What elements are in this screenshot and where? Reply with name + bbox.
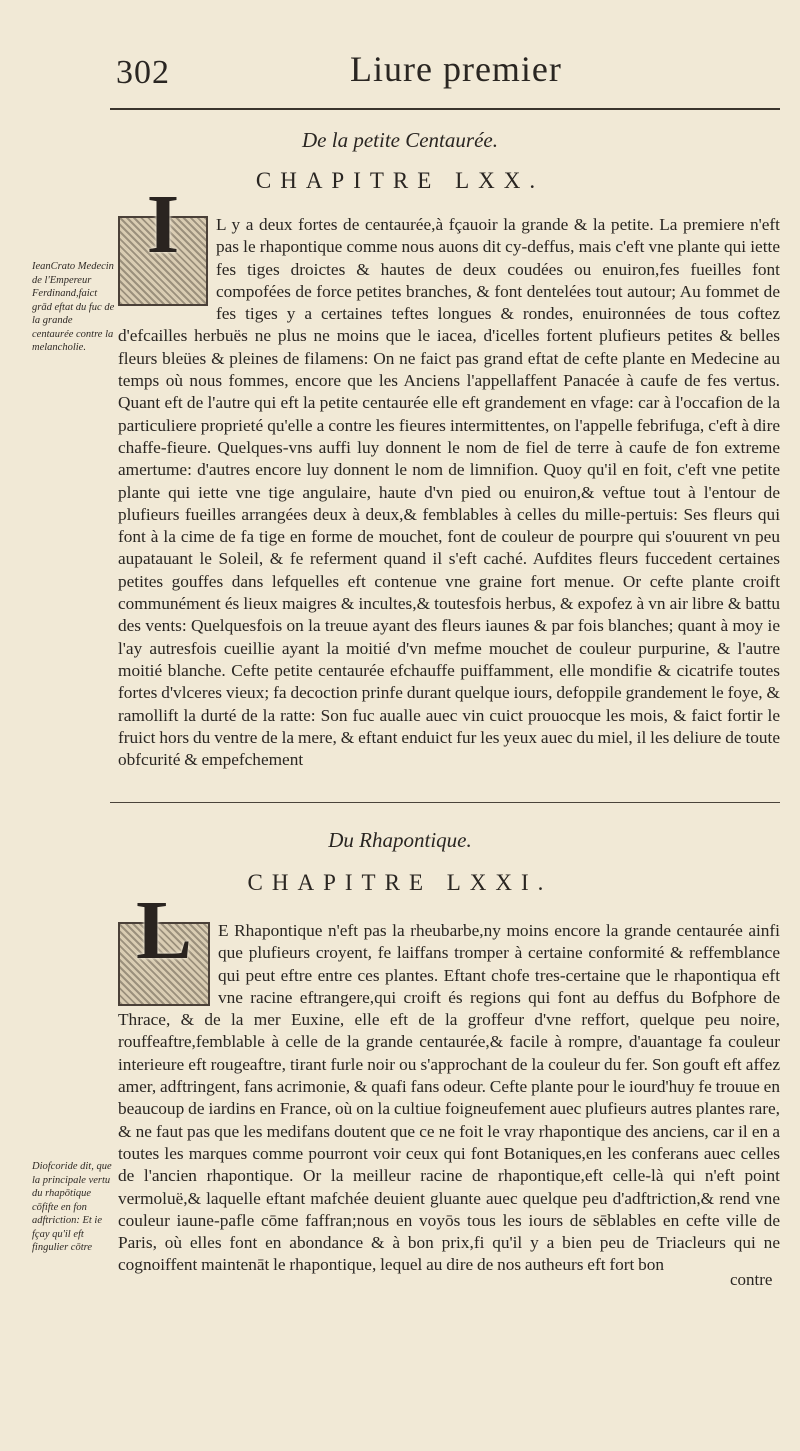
chapter-heading-lxx: CHAPITRE LXX.: [255, 168, 545, 193]
page-header: [110, 48, 750, 98]
decorated-initial-i: I: [118, 216, 208, 306]
chapter-lxxi-body: [118, 884, 780, 1277]
section-title-centauree: De la petite Centaurée.: [302, 128, 498, 152]
section-divider-rule: [110, 802, 780, 803]
chapter-lxxi-text: E Rhapontique n'eft pas la rheubarbe,ny moins encore la grande centaurée ainfi que plufieurs croyent, fe laiffans tromper à certaine conformité & reffemblance qui peut eftre entre ces plantes. Eftant chofe tres-certaine que le rhapontiqua eft vne racine eftrangere,qui croift és regions qui font au deffus du Bofphore de Thrace, & de la mer Euxine, elle eft de la groffeur d'vne reffort, quelque peu noire, rouffeaftre,femblable à celle de la grande centaurée,& facile à rompre, d'auantage fa couleur interieure eft rougeaftre, tirant furle noir ou s'approchant de la couleur du fer. Son gouft eft affez amer, adftringent, fans acrimonie, & quafi fans odeur. Cefte plante pour le iourd'huy fe trouue en beaucoup de iardins en France, où on la cultiue foigneufement auec plufieurs autres plantes rare, & ne faut pas que les medifans doutent que ce ne foit le vray rhapontique des anciens, car il en a toutes les marques comme pourront voir ceux qui font Botaniques,en les conferans auec celles de l'ancien rhapontique. Or la meilleur racine de rhapontique,eft celle-là qui n'eft point vermoluë,& laquelle eftant mafchée deuient gluante auec quelque peu d'adftriction,& rend vne couleur iaune-pafle cōme faffran;nous en voyōs tous les iours de sēblables en cefte ville de Paris, où elles font en abondance & à bon prix,fi qu'il y a bien peu de Triacleurs qui ne cognoiffent maintenāt le rhapontique, lequel au dire de nos autheurs eft fort bon: [118, 921, 780, 1275]
running-title: Liure premier: [350, 49, 562, 89]
marginal-note-crato: IeanCrato Medecin de l'Empereur Ferdinand,faict grād eftat du fuc de la grande centaurée contre la melancholie.: [32, 261, 115, 353]
section-title-rhapontique: Du Rhapontique.: [328, 828, 472, 852]
decorated-initial-l: L: [118, 922, 210, 1006]
page-number: 302: [116, 54, 170, 91]
marginal-note-dioscoride: Diofcoride dit, que la principale vertu du rhapōtique cōfifte en fon adftriction: Et ie fçay qu'il eft fingulier cōtre: [32, 1161, 112, 1253]
catchword: contre: [730, 1270, 773, 1289]
header-rule: [110, 108, 780, 110]
chapter-lxx-text: L y a deux fortes de centaurée,à fçauoir la grande & la petite. La premiere n'eft pas le rhapontique comme nous auons dit cy-deffus, mais c'eft vne plante qui iette fes tiges droictes & hautes de deux coudées ou enuiron,fes fueilles font compofées de force petites branches, & font dentelées tout autour; Au fommet de fes tiges y a certaines teftes longues & rondes, enuironnées de tous coftez d'efcailles herbuës ne plus ne moins que le iacea, d'icelles fortent plufieurs petites & belles fleurs bleües & pleines de filamens: On ne faict pas grand eftat de cefte plante en Medecine au temps où nous fommes, encore que les Anciens l'appellaffent Panacée à caufe de fes vertus. Quant eft de l'autre qui eft la petite centaurée elle eft grandement en vfage: car à l'occafion de la particuliere proprieté qu'elle a contre les fieures intermittentes, on l'appelle febrifuga, c'eft à dire chaffe-fieure. Quelques-vns auffi luy donnent le nom de fiel de terre à caufe de fon extreme amertume: d'autres encore luy donnent le nom de limnifion. Quoy qu'il en foit, c'eft vne petite plante qui iette vne tige angulaire, haute d'vn pied ou enuiron,& veftue tout à l'entour de plufieurs fueilles arrangées deux à deux,& femblables à celles du mille-pertuis: Ses fleurs qui font à la cime de fa tige en forme de mouchet, font de couleur de pourpre qui s'ouurent vn peu aupatauant le Soleil, & fe referment quand il s'eft caché. Aufdites fleurs fuccedent certaines petites gouffes dans lefquelles eft contenue vne graine fort menue. Or cefte plante croift communément és lieux maigres & incultes,& toutesfois herbus, & expofez à vn air libre & battu des vents: Quelquesfois on la treuue ayant des fleurs iaunes & par fois blanches; quant à moy ie l'ay autresfois cueillie ayant la moitié d'vn mefme mouchet de couleur purpurine, & l'autre moitié blanche. Cefte petite centaurée efchauffe puiffamment, elle mondifie & cicatrife toutes fortes d'vlceres vieux; fa decoction prinfe durant quelque iours, defoppile grandement le foye, & ramollift la durté de la ratte: Son fuc aualle auec vin cuict prouocque les mois, & faict fortir le fruict hors du ventre de la mere, & eftant enduict fur les yeux auec du miel, il les deliure de toute obfcurité & empefchement: [118, 215, 780, 770]
chapter-heading-lxxi: CHAPITRE LXXI.: [247, 870, 553, 895]
